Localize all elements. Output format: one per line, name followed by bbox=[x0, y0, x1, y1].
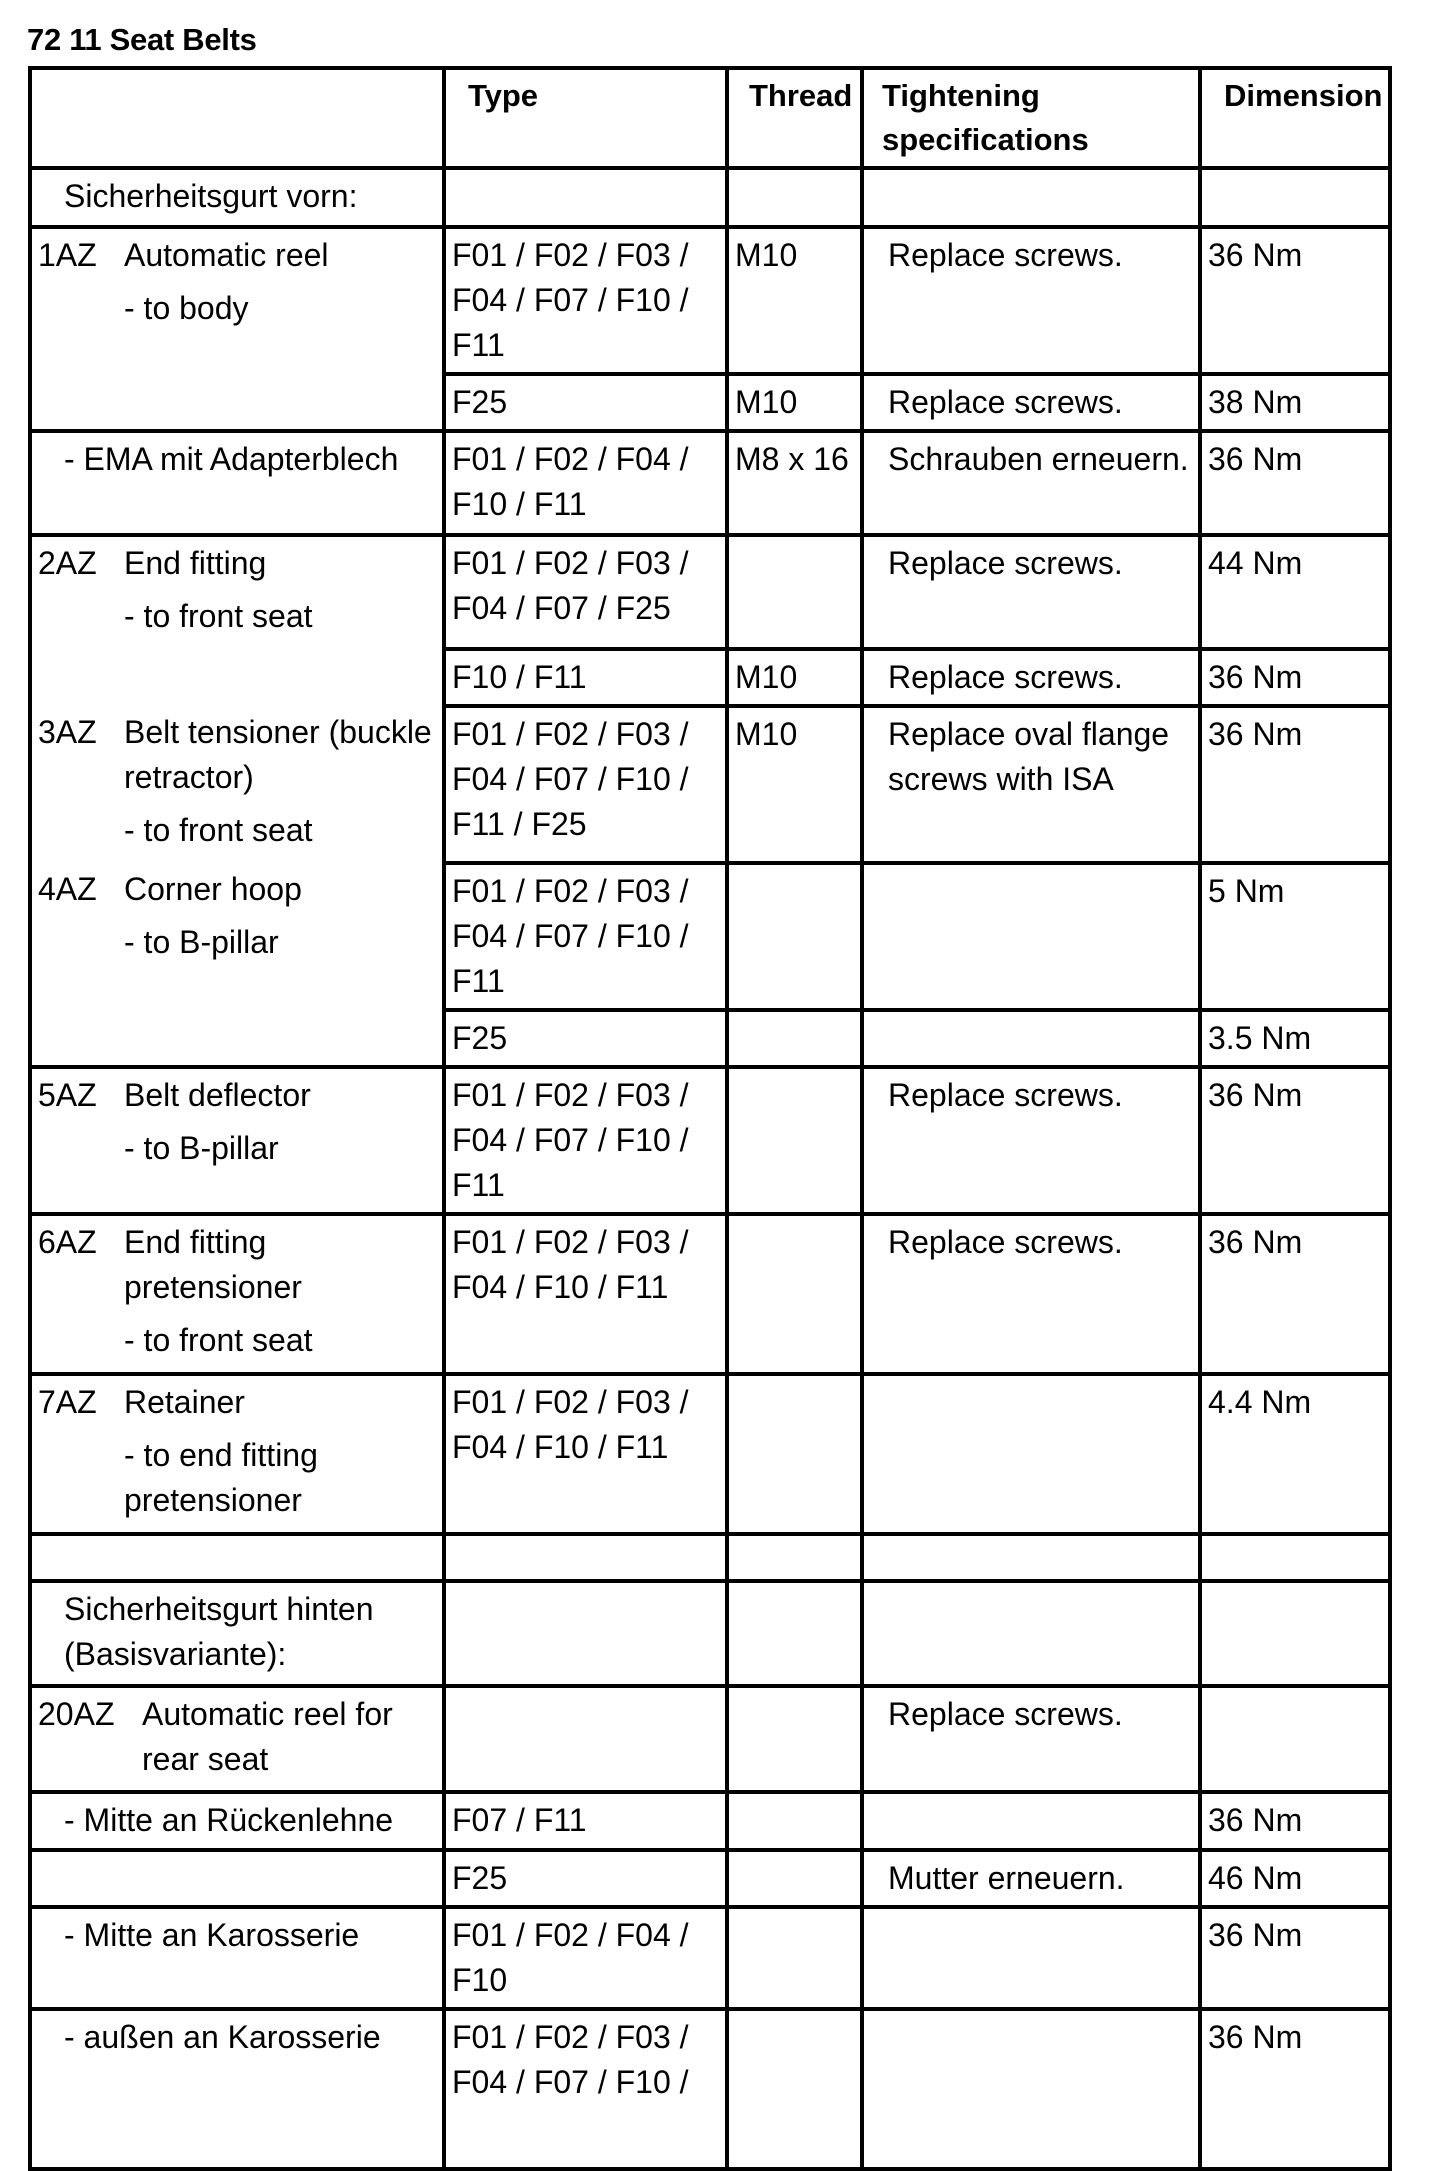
header-thread: Thread bbox=[727, 68, 862, 168]
dimension-cell: 36 Nm bbox=[1200, 649, 1390, 706]
dimension-cell: 38 Nm bbox=[1200, 374, 1390, 431]
spec-cell: Mutter erneuern. bbox=[862, 1850, 1200, 1907]
dimension-cell: 36 Nm bbox=[1200, 1792, 1390, 1850]
spec-cell: Replace screws. bbox=[862, 227, 1200, 374]
dimension-cell: 36 Nm bbox=[1200, 1214, 1390, 1374]
type-cell: F01 / F02 / F03 / F04 / F10 / F11 bbox=[444, 1214, 727, 1374]
item-code: 7AZ bbox=[38, 1384, 97, 1420]
dimension-cell: 36 Nm bbox=[1200, 1067, 1390, 1214]
component-cell: - Mitte an Karosserie bbox=[30, 1907, 444, 2009]
dimension-cell: 36 Nm bbox=[1200, 2009, 1390, 2169]
item-sub: - to B-pillar bbox=[124, 1130, 279, 1166]
section-row-rear bbox=[30, 1581, 1390, 1686]
type-cell: F01 / F02 / F04 / F10 / F11 bbox=[444, 431, 727, 535]
table-row bbox=[30, 1374, 1390, 1534]
table-row bbox=[30, 431, 1390, 535]
item-name: Retainer bbox=[124, 1384, 245, 1420]
thread-cell: M10 bbox=[727, 706, 862, 863]
section-label: Sicherheitsgurt vorn: bbox=[30, 168, 444, 227]
item-code: 3AZ bbox=[38, 714, 97, 750]
component-cell bbox=[30, 706, 444, 863]
table-header-row bbox=[30, 68, 1390, 168]
empty-row bbox=[30, 1534, 1390, 1581]
item-sub: - to body bbox=[124, 290, 249, 326]
thread-cell bbox=[727, 1214, 862, 1374]
spec-cell bbox=[862, 1010, 1200, 1067]
type-cell: F01 / F02 / F04 / F10 bbox=[444, 1907, 727, 2009]
thread-cell bbox=[727, 863, 862, 1010]
dimension-cell: 36 Nm bbox=[1200, 706, 1390, 863]
table-row bbox=[30, 1067, 1390, 1214]
dimension-cell: 4.4 Nm bbox=[1200, 1374, 1390, 1534]
type-cell: F01 / F02 / F03 / F04 / F10 / F11 bbox=[444, 1374, 727, 1534]
header-component bbox=[30, 68, 444, 168]
item-name: Belt deflector bbox=[124, 1077, 311, 1113]
component-cell bbox=[30, 535, 444, 649]
item-name: End fitting pretensioner bbox=[124, 1224, 302, 1305]
thread-cell: M10 bbox=[727, 374, 862, 431]
type-cell: F01 / F02 / F03 / F04 / F07 / F10 / bbox=[444, 2009, 727, 2169]
spec-cell: Replace oval flange screws with ISA bbox=[862, 706, 1200, 863]
item-code: 4AZ bbox=[38, 871, 97, 907]
table-row bbox=[30, 1686, 1390, 1792]
component-cell bbox=[30, 863, 444, 1067]
component-cell bbox=[30, 1214, 444, 1374]
item-code: 2AZ bbox=[38, 545, 97, 581]
dimension-cell: 44 Nm bbox=[1200, 535, 1390, 649]
type-cell: F01 / F02 / F03 / F04 / F07 / F10 / F11 bbox=[444, 863, 727, 1010]
thread-cell: M8 x 16 bbox=[727, 431, 862, 535]
spec-cell: Replace screws. bbox=[862, 1686, 1200, 1792]
spec-cell: Replace screws. bbox=[862, 1067, 1200, 1214]
dimension-cell: 36 Nm bbox=[1200, 431, 1390, 535]
spec-cell: Schrauben erneuern. bbox=[862, 431, 1200, 535]
component-cell bbox=[30, 1067, 444, 1214]
section-label: Sicherheitsgurt hinten (Basisvariante): bbox=[30, 1581, 444, 1686]
thread-cell bbox=[727, 1067, 862, 1214]
spec-cell: Replace screws. bbox=[862, 649, 1200, 706]
type-cell: F25 bbox=[444, 374, 727, 431]
spec-cell: Replace screws. bbox=[862, 1214, 1200, 1374]
type-cell: F01 / F02 / F03 / F04 / F07 / F10 / F11 bbox=[444, 227, 727, 374]
dimension-cell: 36 Nm bbox=[1200, 227, 1390, 374]
type-cell: F25 bbox=[444, 1010, 727, 1067]
table-row bbox=[30, 535, 1390, 649]
item-name: Corner hoop bbox=[124, 871, 302, 907]
table-row bbox=[30, 227, 1390, 374]
component-cell bbox=[30, 227, 444, 431]
header-spec: Tightening specifications bbox=[862, 68, 1200, 168]
table-row bbox=[30, 1907, 1390, 2009]
section-row-front bbox=[30, 168, 1390, 227]
spec-cell: Replace screws. bbox=[862, 374, 1200, 431]
table-row bbox=[30, 863, 1390, 1010]
item-code: 6AZ bbox=[38, 1224, 97, 1260]
component-cell: - außen an Karosserie bbox=[30, 2009, 444, 2169]
torque-spec-table bbox=[28, 66, 1392, 2171]
type-cell: F10 / F11 bbox=[444, 649, 727, 706]
component-cell bbox=[30, 1374, 444, 1534]
item-code: 1AZ bbox=[38, 237, 97, 273]
thread-cell: M10 bbox=[727, 227, 862, 374]
thread-cell bbox=[727, 1010, 862, 1067]
component-cell: - Mitte an Rückenlehne bbox=[30, 1792, 444, 1850]
item-sub: - to end fitting pretensioner bbox=[124, 1437, 318, 1518]
thread-cell bbox=[727, 1374, 862, 1534]
thread-cell: M10 bbox=[727, 649, 862, 706]
item-code: 20AZ bbox=[38, 1696, 115, 1732]
dimension-cell: 5 Nm bbox=[1200, 863, 1390, 1010]
type-cell: F01 / F02 / F03 / F04 / F07 / F10 / F11 / F25 bbox=[444, 706, 727, 863]
thread-cell bbox=[727, 535, 862, 649]
component-cell: - EMA mit Adapterblech bbox=[30, 431, 444, 535]
item-code: 5AZ bbox=[38, 1077, 97, 1113]
page-title: 72 11 Seat Belts bbox=[27, 22, 257, 57]
type-cell: F25 bbox=[444, 1850, 727, 1907]
item-sub: - to front seat bbox=[124, 1322, 313, 1358]
item-name: Belt tensioner (buckle retractor) bbox=[124, 714, 432, 795]
dimension-cell: 36 Nm bbox=[1200, 1907, 1390, 2009]
dimension-cell: 3.5 Nm bbox=[1200, 1010, 1390, 1067]
spec-cell: Replace screws. bbox=[862, 535, 1200, 649]
table-row bbox=[30, 1214, 1390, 1374]
item-sub: - to front seat bbox=[124, 598, 313, 634]
header-type: Type bbox=[444, 68, 727, 168]
spec-cell bbox=[862, 863, 1200, 1010]
table-row bbox=[30, 2009, 1390, 2169]
spec-cell bbox=[862, 1374, 1200, 1534]
table-row bbox=[30, 1792, 1390, 1850]
table-row bbox=[30, 1850, 1390, 1907]
item-name: Automatic reel bbox=[124, 237, 329, 273]
item-name: End fitting bbox=[124, 545, 267, 581]
table-row bbox=[30, 649, 1390, 706]
item-sub: - to B-pillar bbox=[124, 924, 279, 960]
type-cell: F01 / F02 / F03 / F04 / F07 / F10 / F11 bbox=[444, 1067, 727, 1214]
component-cell bbox=[30, 1686, 444, 1792]
header-dimension: Dimension bbox=[1200, 68, 1390, 168]
item-name: Automatic reel for rear seat bbox=[142, 1696, 393, 1777]
table-row bbox=[30, 706, 1390, 863]
type-cell: F01 / F02 / F03 / F04 / F07 / F25 bbox=[444, 535, 727, 649]
item-sub: - to front seat bbox=[124, 812, 313, 848]
type-cell: F07 / F11 bbox=[444, 1792, 727, 1850]
dimension-cell: 46 Nm bbox=[1200, 1850, 1390, 1907]
